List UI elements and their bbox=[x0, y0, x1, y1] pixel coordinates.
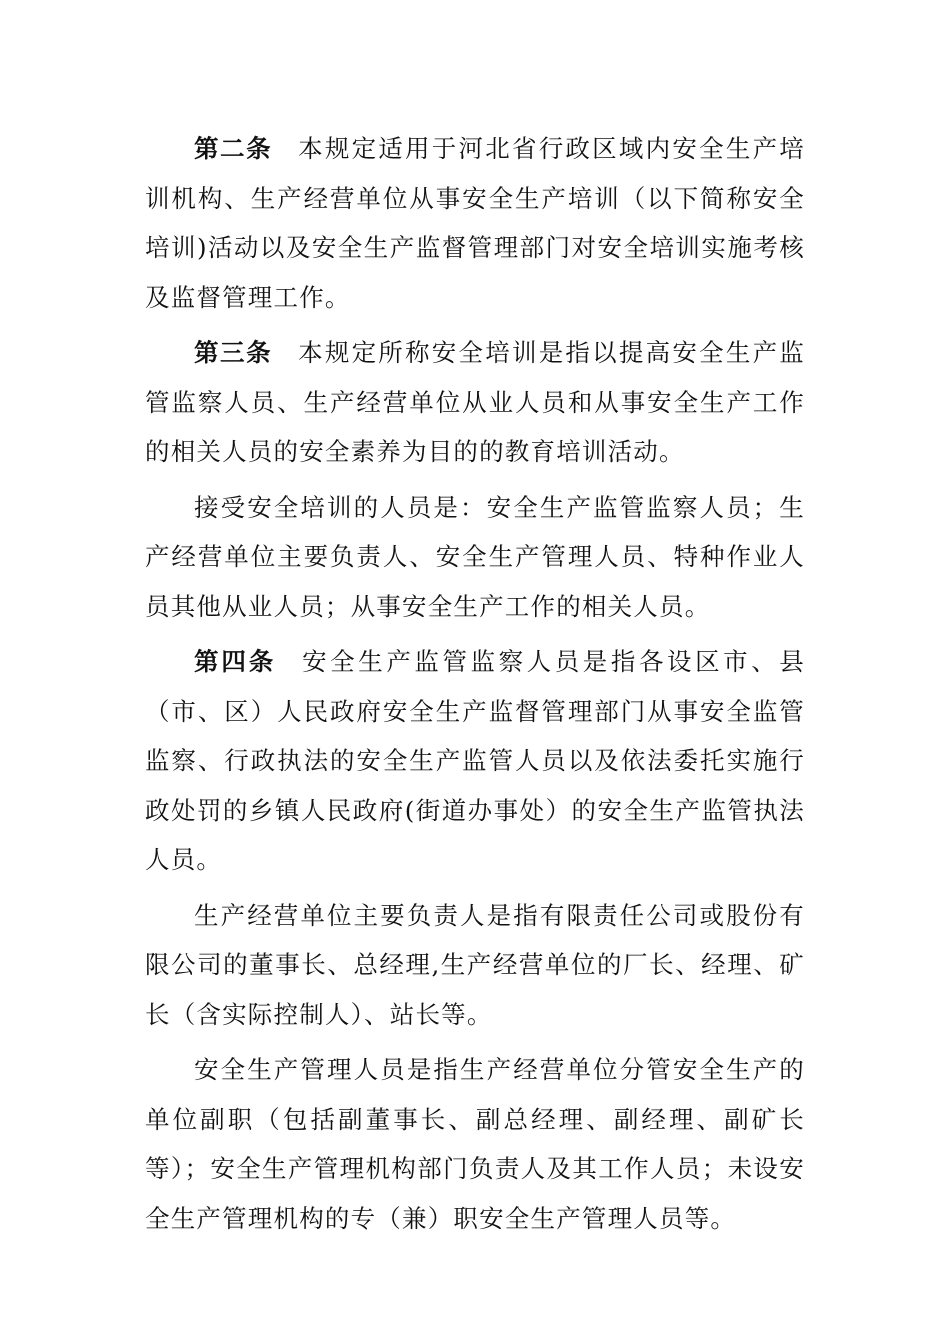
article-heading: 第二条 bbox=[194, 134, 273, 163]
principal-definition-paragraph bbox=[145, 891, 805, 1040]
article-2-paragraph bbox=[145, 124, 805, 322]
paragraph-text: 本规定适用于河北省行政区域内安全生产培训机构、生产经营单位从事安全生产培训（以下简称安全培训)活动以及安全生产监督管理部门对安全培训实施考核及监督管理工作。 bbox=[145, 134, 805, 312]
trainees-paragraph bbox=[145, 483, 805, 632]
paragraph-text: 安全生产管理人员是指生产经营单位分管安全生产的单位副职（包括副董事长、副总经理、副经理、副矿长等）；安全生产管理机构部门负责人及其工作人员；未设安全生产管理机构的专（兼）职安全生产管理人员等。 bbox=[145, 1055, 805, 1233]
paragraph-text: 生产经营单位主要负责人是指有限责任公司或股份有限公司的董事长、总经理,生产经营单位的厂长、经理、矿长（含实际控制人）、站长等。 bbox=[145, 900, 805, 1029]
paragraph-text: 接受安全培训的人员是：安全生产监管监察人员；生产经营单位主要负责人、安全生产管理人员、特种作业人员其他从业人员；从事安全生产工作的相关人员。 bbox=[145, 492, 805, 621]
article-4-paragraph bbox=[145, 637, 805, 885]
paragraph-text: 安全生产监管监察人员是指各设区市、县（市、区）人民政府安全生产监督管理部门从事安全监管监察、行政执法的安全生产监管人员以及依法委托实施行政处罚的乡镇人民政府(街道办事处）的安全生产监管执法人员。 bbox=[145, 647, 805, 874]
article-heading: 第四条 bbox=[194, 647, 277, 676]
document-page bbox=[145, 124, 805, 1249]
article-heading: 第三条 bbox=[194, 338, 273, 367]
safety-manager-definition-paragraph bbox=[145, 1045, 805, 1243]
article-3-paragraph bbox=[145, 328, 805, 477]
paragraph-text: 本规定所称安全培训是指以提高安全生产监管监察人员、生产经营单位从业人员和从事安全生产工作的相关人员的安全素养为目的的教育培训活动。 bbox=[145, 338, 805, 466]
